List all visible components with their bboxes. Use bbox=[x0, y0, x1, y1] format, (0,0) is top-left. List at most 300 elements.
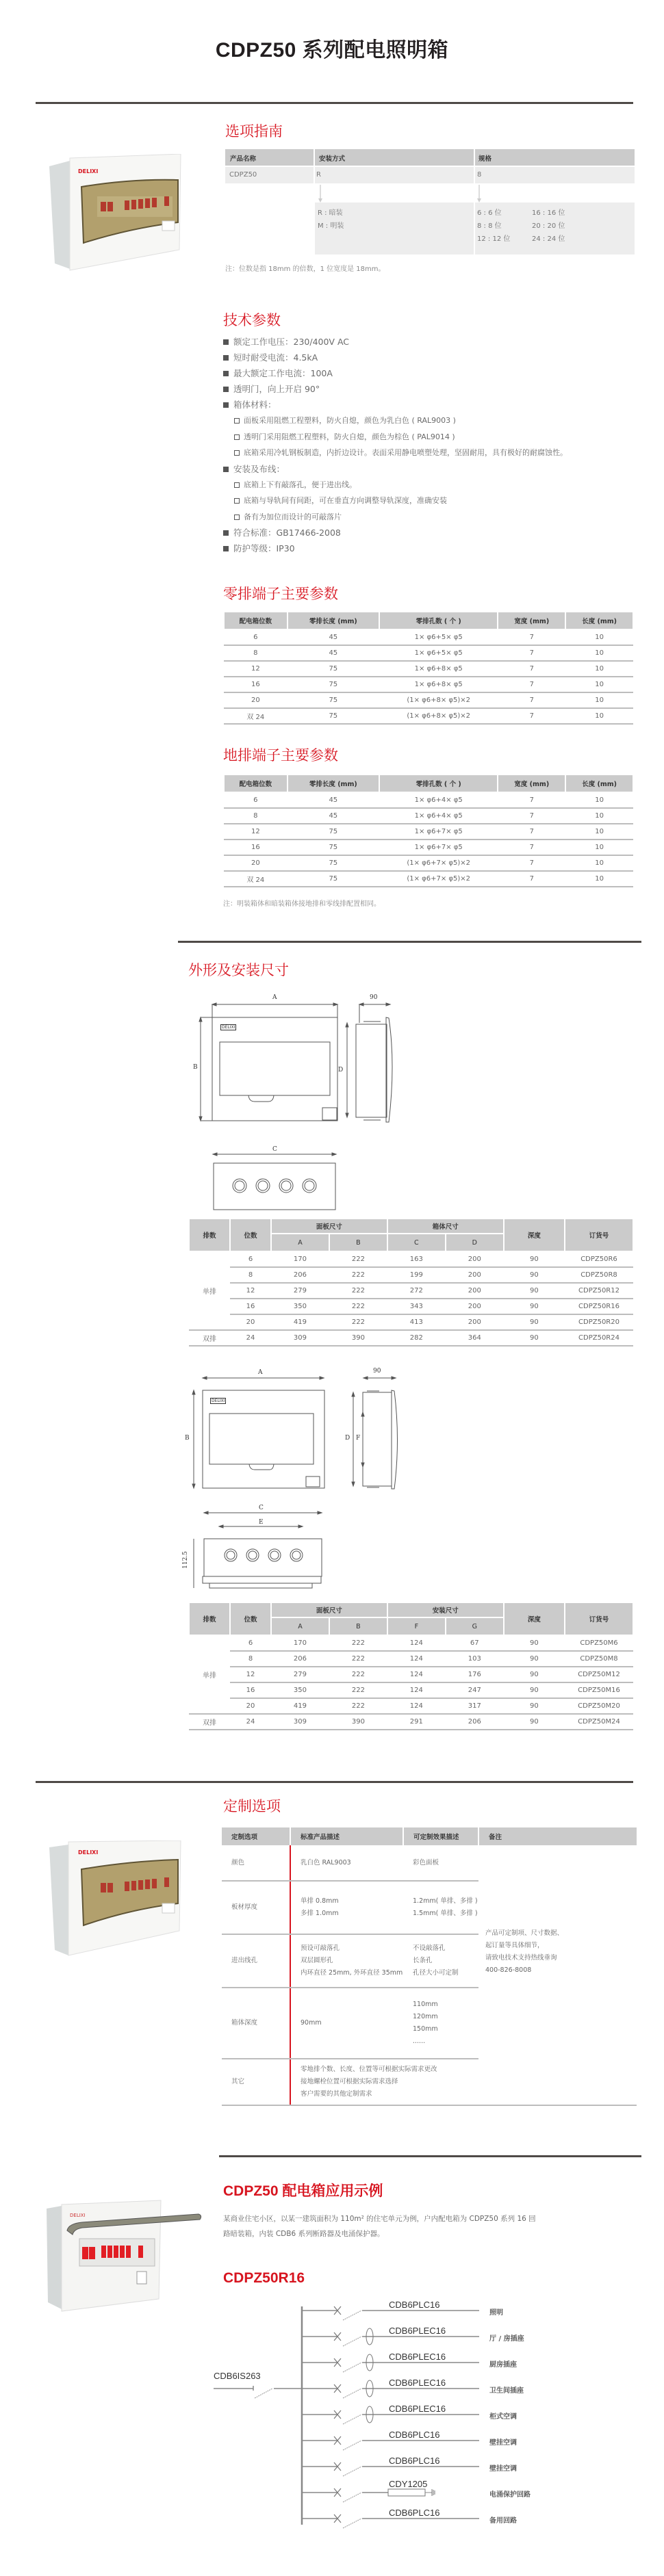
cell: 1× φ6+7× φ5 bbox=[379, 840, 498, 855]
custom-line: 110mm bbox=[413, 2001, 438, 2008]
table-row bbox=[224, 808, 633, 824]
dimension-drawing-flush bbox=[192, 996, 411, 1217]
wiring-diagram bbox=[205, 2299, 643, 2532]
cell: 24 bbox=[230, 1330, 271, 1346]
dim-label-a: A bbox=[258, 1369, 263, 1376]
cell: CDPZ50R8 bbox=[565, 1267, 633, 1283]
guide-example-product: CDPZ50 bbox=[229, 171, 257, 179]
cell: 10 bbox=[565, 645, 633, 661]
cell: (1× φ6+7× φ5)×2 bbox=[379, 871, 498, 887]
cell: (1× φ6+8× φ5)×2 bbox=[379, 692, 498, 708]
tech-param-item: 安装及布线： bbox=[223, 461, 634, 477]
col-header: B bbox=[329, 1617, 387, 1635]
tech-param-item: 符合标准：GB17466-2008 bbox=[223, 525, 634, 541]
cell: 10 bbox=[565, 840, 633, 855]
cell: 279 bbox=[271, 1667, 329, 1682]
dim-label-depth: 90 bbox=[373, 1368, 381, 1375]
option-name: 进出线孔 bbox=[222, 1934, 290, 1988]
standard-line: 单排 0.8mm bbox=[301, 1897, 339, 1905]
custom-line: ...... bbox=[413, 2038, 426, 2045]
tech-param-subitem: 底箱与导轨间有间距，可在垂直方向调整导轨深度，准确安装 bbox=[223, 493, 634, 509]
dim-label-c: C bbox=[272, 1146, 277, 1153]
application-photo bbox=[41, 2196, 205, 2313]
tech-param-subitem: 底箱上下有敲落孔，便于进出线。 bbox=[223, 477, 634, 493]
circuit-device-label: CDB6PLC16 bbox=[389, 2430, 440, 2440]
cell: 163 bbox=[387, 1251, 446, 1267]
table-row bbox=[224, 677, 633, 692]
circuit-load-label: 电涌保护回路 bbox=[489, 2491, 531, 2499]
cell: 12 bbox=[224, 824, 288, 840]
cell: 124 bbox=[387, 1698, 446, 1714]
cell: (1× φ6+7× φ5)×2 bbox=[379, 855, 498, 871]
cell: 45 bbox=[288, 808, 379, 824]
cell: CDPZ50R16 bbox=[565, 1299, 633, 1314]
dim-label-b: B bbox=[193, 1064, 198, 1071]
circuit-load-label: 壁挂空调 bbox=[489, 2439, 517, 2447]
col-header: G bbox=[446, 1617, 504, 1635]
table-row bbox=[189, 1698, 633, 1714]
section-title-selection-guide: 选项指南 bbox=[225, 123, 283, 140]
tech-param-subitem: 底箱采用冷轧钢板制造，内折边设计。表面采用静电喷塑处理，坚固耐用，具有极好的耐腐蚀性。 bbox=[223, 445, 634, 461]
circuit-device-label: CDB6PLC16 bbox=[389, 2456, 440, 2466]
cell: 90 bbox=[504, 1267, 565, 1283]
cell: 16 bbox=[224, 840, 288, 855]
dim-label-height: 112.5 bbox=[181, 1551, 189, 1569]
option-name: 颜色 bbox=[222, 1845, 290, 1881]
cell: 90 bbox=[504, 1698, 565, 1714]
table-row bbox=[224, 661, 633, 677]
cell: 10 bbox=[565, 855, 633, 871]
page-title: CDPZ50 系列配电照明箱 bbox=[215, 39, 449, 62]
cell: 10 bbox=[565, 792, 633, 808]
custom-line: 1.2mm( 单排、多排 ) bbox=[413, 1897, 478, 1905]
cell: 222 bbox=[329, 1299, 387, 1314]
section-divider bbox=[36, 102, 633, 104]
cell: 200 bbox=[446, 1251, 504, 1267]
remark-line: 400-826-8008 bbox=[485, 1966, 532, 1974]
cell: 124 bbox=[387, 1635, 446, 1651]
col-header: F bbox=[387, 1617, 446, 1635]
table-row bbox=[189, 1651, 633, 1667]
dimension-drawing-surface bbox=[181, 1368, 411, 1597]
option-custom bbox=[403, 1881, 478, 1934]
cell: 170 bbox=[271, 1251, 329, 1267]
cell: 12 bbox=[230, 1667, 271, 1682]
cell: CDPZ50M6 bbox=[565, 1635, 633, 1651]
circuit-device-label: CDB6PLEC16 bbox=[389, 2352, 446, 2362]
table-row bbox=[224, 645, 633, 661]
table-row bbox=[222, 2059, 637, 2105]
col-header: 深度 bbox=[504, 1602, 565, 1635]
spec-option: 20 : 20 位 bbox=[532, 222, 565, 230]
col-header: 订货号 bbox=[565, 1602, 633, 1635]
table-row bbox=[189, 1283, 633, 1299]
circuit-device-label: CDB6PLEC16 bbox=[389, 2404, 446, 2414]
cell: 350 bbox=[271, 1682, 329, 1698]
standard-line: 乳白色 RAL9003 bbox=[301, 1858, 351, 1866]
table-row bbox=[224, 840, 633, 855]
spec-option: 8 : 8 位 bbox=[477, 222, 502, 230]
standard-line: 客户需要的其他定制需求 bbox=[301, 2090, 372, 2098]
row-group-label: 单排 bbox=[189, 1251, 230, 1330]
circuit-device-label: CDB6PLEC16 bbox=[389, 2326, 446, 2336]
option-standard bbox=[290, 1881, 403, 1934]
col-header: 标准产品描述 bbox=[290, 1827, 403, 1845]
cell: 199 bbox=[387, 1267, 446, 1283]
tech-param-subitem: 透明门采用阻燃工程塑料，防火自熄，颜色为棕色 ( PAL9014 ) bbox=[223, 429, 634, 445]
cell: 6 bbox=[230, 1635, 271, 1651]
dim-label-a: A bbox=[272, 994, 277, 1001]
application-model: CDPZ50R16 bbox=[223, 2270, 305, 2286]
option-standard bbox=[290, 2059, 637, 2105]
cell: 10 bbox=[565, 824, 633, 840]
cell: 282 bbox=[387, 1330, 446, 1346]
custom-line: 彩色面板 bbox=[413, 1858, 439, 1866]
cell: 16 bbox=[224, 677, 288, 692]
tech-param-item: 额定工作电压：230/400V AC bbox=[223, 334, 634, 350]
cell: CDPZ50R24 bbox=[565, 1330, 633, 1346]
col-header: 面板尺寸 bbox=[271, 1602, 387, 1617]
install-option-m: M : 明装 bbox=[318, 222, 344, 230]
tech-param-item: 透明门，向上开启 90° bbox=[223, 381, 634, 397]
cell: 20 bbox=[224, 855, 288, 871]
cell: 247 bbox=[446, 1682, 504, 1698]
table-row bbox=[224, 855, 633, 871]
custom-line: 孔径大小可定制 bbox=[413, 1969, 459, 1977]
cell: 45 bbox=[288, 792, 379, 808]
dimension-table-flush bbox=[188, 1218, 634, 1346]
application-description bbox=[223, 2211, 634, 2241]
cell: 222 bbox=[329, 1314, 387, 1330]
remark-line: 产品可定制项、尺寸数据、 bbox=[485, 1929, 564, 1937]
cell: 350 bbox=[271, 1299, 329, 1314]
col-sep bbox=[314, 167, 315, 183]
tech-param-subitem: 面板采用阻燃工程塑料，防火自熄，颜色为乳白色 ( RAL9003 ) bbox=[223, 413, 634, 429]
spec-option: 6 : 6 位 bbox=[477, 209, 502, 217]
cell: CDPZ50M16 bbox=[565, 1682, 633, 1698]
col-header: 定制选项 bbox=[222, 1827, 290, 1845]
cell: 10 bbox=[565, 629, 633, 645]
circuit-load-label: 备用回路 bbox=[489, 2517, 517, 2525]
circuit-device-label: CDB6PLC16 bbox=[389, 2300, 440, 2310]
table-row bbox=[224, 792, 633, 808]
remark-cell bbox=[478, 1845, 637, 2059]
col-header: 零排孔数 ( 个 ) bbox=[379, 612, 498, 629]
dim-label-d: D bbox=[338, 1067, 344, 1074]
tech-param-item: 最大额定工作电流：100A bbox=[223, 365, 634, 381]
col-header: 排数 bbox=[189, 1602, 230, 1635]
cell: 272 bbox=[387, 1283, 446, 1299]
cell: 222 bbox=[329, 1651, 387, 1667]
svg-text:DELIXI: DELIXI bbox=[70, 2213, 86, 2218]
row-group-label: 双排 bbox=[189, 1330, 230, 1346]
cell: 90 bbox=[504, 1682, 565, 1698]
cell: 20 bbox=[230, 1314, 271, 1330]
cell: 419 bbox=[271, 1314, 329, 1330]
option-name: 板材厚度 bbox=[222, 1881, 290, 1934]
cell: 222 bbox=[329, 1251, 387, 1267]
table-row bbox=[189, 1714, 633, 1730]
cell: 10 bbox=[565, 708, 633, 724]
cell: 75 bbox=[288, 824, 379, 840]
cell: 8 bbox=[224, 808, 288, 824]
cell: 124 bbox=[387, 1667, 446, 1682]
section-title-tech-params: 技术参数 bbox=[223, 312, 281, 328]
col-sep bbox=[474, 203, 475, 255]
cell: 1× φ6+4× φ5 bbox=[379, 792, 498, 808]
cell: 1× φ6+7× φ5 bbox=[379, 824, 498, 840]
cell: 7 bbox=[498, 808, 565, 824]
cell: 10 bbox=[565, 661, 633, 677]
table-row bbox=[189, 1314, 633, 1330]
remark-line: 起订量等具体细节， bbox=[485, 1942, 544, 1949]
tech-param-item: 防护等级：IP30 bbox=[223, 541, 634, 556]
svg-text:DELIXI: DELIXI bbox=[78, 1849, 99, 1856]
cell: 222 bbox=[329, 1267, 387, 1283]
circuit-device-label: CDY1205 bbox=[389, 2479, 428, 2489]
cell: 双 24 bbox=[224, 871, 288, 887]
cell: 364 bbox=[446, 1330, 504, 1346]
cell: 1× φ6+4× φ5 bbox=[379, 808, 498, 824]
col-header: A bbox=[271, 1617, 329, 1635]
cell: 75 bbox=[288, 708, 379, 724]
cell: 7 bbox=[498, 629, 565, 645]
spec-option: 24 : 24 位 bbox=[532, 235, 565, 243]
cell: 90 bbox=[504, 1651, 565, 1667]
option-name: 箱体深度 bbox=[222, 1988, 290, 2059]
standard-line: 双层圆形孔 bbox=[301, 1957, 333, 1964]
cell: 90 bbox=[504, 1251, 565, 1267]
col-header: 面板尺寸 bbox=[271, 1219, 387, 1234]
brand-logo: DELIXI bbox=[222, 1025, 235, 1030]
cell: 7 bbox=[498, 855, 565, 871]
cell: 176 bbox=[446, 1667, 504, 1682]
cell: 12 bbox=[230, 1283, 271, 1299]
cell: 1× φ6+8× φ5 bbox=[379, 677, 498, 692]
cell: 124 bbox=[387, 1651, 446, 1667]
spec-options-left bbox=[477, 207, 510, 246]
custom-line: 不设敲落孔 bbox=[413, 1944, 446, 1952]
cell: 200 bbox=[446, 1314, 504, 1330]
cell: CDPZ50M8 bbox=[565, 1651, 633, 1667]
dim-label-f: F bbox=[356, 1435, 361, 1442]
custom-line: 1.5mm( 单排、多排 ) bbox=[413, 1910, 478, 1917]
guide-note: 注：位数是指 18mm 的倍数，1 位宽度是 18mm。 bbox=[225, 265, 385, 273]
standard-line: 90mm bbox=[301, 2019, 322, 2027]
guide-example-install: R bbox=[316, 171, 321, 179]
cell: CDPZ50M12 bbox=[565, 1667, 633, 1682]
spec-option: 16 : 16 位 bbox=[532, 209, 565, 217]
col-header: C bbox=[387, 1234, 446, 1251]
cell: 7 bbox=[498, 645, 565, 661]
cell: 7 bbox=[498, 840, 565, 855]
cell: 45 bbox=[288, 629, 379, 645]
row-group-label: 双排 bbox=[189, 1714, 230, 1730]
main-breaker-label: CDB6IS263 bbox=[214, 2371, 261, 2381]
custom-line: 120mm bbox=[413, 2013, 438, 2020]
guide-example-row bbox=[225, 167, 635, 183]
cell: CDPZ50M24 bbox=[565, 1714, 633, 1730]
guide-example-spec: 8 bbox=[477, 171, 482, 179]
col-header: 位数 bbox=[230, 1219, 271, 1251]
cell: 8 bbox=[230, 1651, 271, 1667]
cell: 222 bbox=[329, 1667, 387, 1682]
circuit-load-label: 照明 bbox=[489, 2309, 503, 2317]
option-standard bbox=[290, 1845, 403, 1881]
cell: 6 bbox=[230, 1251, 271, 1267]
cell: 317 bbox=[446, 1698, 504, 1714]
col-header: 可定制效果描述 bbox=[403, 1827, 478, 1845]
circuit-load-label: 厅 / 房插座 bbox=[489, 2335, 524, 2343]
section-title-neutral-bar: 零排端子主要参数 bbox=[223, 586, 338, 602]
cell: 90 bbox=[504, 1299, 565, 1314]
cell: 309 bbox=[271, 1714, 329, 1730]
install-options bbox=[318, 207, 344, 233]
cell: 413 bbox=[387, 1314, 446, 1330]
standard-line: 接地螺栓位置可根据实际需求选择 bbox=[301, 2078, 398, 2085]
cell: 75 bbox=[288, 677, 379, 692]
spec-option: 12 : 12 位 bbox=[477, 235, 511, 243]
table-row bbox=[224, 871, 633, 887]
standard-line: 零地排个数、长度、位置等可根据实际需求更改 bbox=[301, 2066, 437, 2073]
cell: 16 bbox=[230, 1682, 271, 1698]
section-divider bbox=[178, 941, 641, 943]
cell: 90 bbox=[504, 1314, 565, 1330]
ground-bar-note: 注：明装箱体和暗装箱体接地排和零线排配置相同。 bbox=[223, 900, 381, 908]
col-header: 长度 (mm) bbox=[565, 612, 633, 629]
cell: CDPZ50R6 bbox=[565, 1251, 633, 1267]
cell: 170 bbox=[271, 1635, 329, 1651]
guide-header-row bbox=[225, 149, 635, 166]
standard-line: 预设可敲落孔 bbox=[301, 1944, 340, 1952]
cell: 75 bbox=[288, 661, 379, 677]
cell: 8 bbox=[224, 645, 288, 661]
cell: 20 bbox=[224, 692, 288, 708]
tech-params-list bbox=[223, 334, 634, 556]
section-title-application: CDPZ50 配电箱应用示例 bbox=[223, 2183, 383, 2199]
neutral-bar-table bbox=[223, 611, 634, 725]
cell: 390 bbox=[329, 1714, 387, 1730]
option-standard bbox=[290, 1988, 403, 2059]
col-header: 零排长度 (mm) bbox=[288, 612, 379, 629]
cell: 309 bbox=[271, 1330, 329, 1346]
col-header: 安装尺寸 bbox=[387, 1602, 504, 1617]
custom-line: 长条孔 bbox=[413, 1957, 433, 1964]
circuit-load-label: 厨房插座 bbox=[489, 2361, 517, 2369]
col-header: 备注 bbox=[478, 1827, 637, 1845]
cell: CDPZ50R12 bbox=[565, 1283, 633, 1299]
cell: 90 bbox=[504, 1667, 565, 1682]
circuit-device-label: CDB6PLEC16 bbox=[389, 2378, 446, 2388]
cell: 45 bbox=[288, 645, 379, 661]
standard-line: 多排 1.0mm bbox=[301, 1910, 339, 1917]
cell: 343 bbox=[387, 1299, 446, 1314]
customization-table bbox=[222, 1827, 637, 2106]
cell: 1× φ6+8× φ5 bbox=[379, 661, 498, 677]
cell: 222 bbox=[329, 1682, 387, 1698]
circuit-device-label: CDB6PLC16 bbox=[389, 2508, 440, 2518]
cell: 10 bbox=[565, 871, 633, 887]
cell: 75 bbox=[288, 871, 379, 887]
cell: 16 bbox=[230, 1299, 271, 1314]
table-row bbox=[224, 824, 633, 840]
col-header: 宽度 (mm) bbox=[498, 775, 565, 792]
dimension-table-surface bbox=[188, 1602, 634, 1730]
col-header: 长度 (mm) bbox=[565, 775, 633, 792]
cell: 124 bbox=[387, 1682, 446, 1698]
dim-label-e: E bbox=[259, 1519, 264, 1526]
section-divider bbox=[219, 2155, 641, 2157]
table-row bbox=[224, 692, 633, 708]
cell: 75 bbox=[288, 840, 379, 855]
svg-text:DELIXI: DELIXI bbox=[78, 168, 99, 174]
col-header: D bbox=[446, 1234, 504, 1251]
cell: 200 bbox=[446, 1283, 504, 1299]
section-title-ground-bar: 地排端子主要参数 bbox=[223, 747, 338, 764]
cell: 291 bbox=[387, 1714, 446, 1730]
spec-options-right bbox=[532, 207, 565, 246]
remark-line: 请致电技术支持热线垂询 bbox=[485, 1954, 557, 1962]
col-header: 宽度 (mm) bbox=[498, 612, 565, 629]
circuit-load-label: 卫生间插座 bbox=[489, 2387, 524, 2395]
table-row bbox=[224, 629, 633, 645]
cell: 90 bbox=[504, 1283, 565, 1299]
dim-label-c: C bbox=[259, 1505, 264, 1511]
col-header: 订货号 bbox=[565, 1219, 633, 1251]
table-row bbox=[189, 1667, 633, 1682]
col-header: 排数 bbox=[189, 1219, 230, 1251]
cell: 1× φ6+5× φ5 bbox=[379, 645, 498, 661]
guide-header-install: 安装方式 bbox=[319, 155, 346, 163]
cell: (1× φ6+8× φ5)×2 bbox=[379, 708, 498, 724]
section-divider bbox=[36, 1781, 633, 1783]
cell: 200 bbox=[446, 1299, 504, 1314]
description-line: 路暗装箱，内装 CDB6 系列断路器及电涌保护器。 bbox=[223, 2230, 385, 2238]
cell: 7 bbox=[498, 871, 565, 887]
cell: 206 bbox=[271, 1267, 329, 1283]
col-header: A bbox=[271, 1234, 329, 1251]
ground-bar-table bbox=[223, 774, 634, 887]
table-row bbox=[224, 708, 633, 724]
circuit-load-label: 柜式空调 bbox=[489, 2413, 517, 2421]
table-row bbox=[189, 1267, 633, 1283]
cell: 67 bbox=[446, 1635, 504, 1651]
dim-label-depth: 90 bbox=[370, 994, 378, 1001]
option-custom bbox=[403, 1845, 478, 1881]
col-header: 零排孔数 ( 个 ) bbox=[379, 775, 498, 792]
cell: 206 bbox=[271, 1651, 329, 1667]
option-standard bbox=[290, 1934, 403, 1988]
cell: 7 bbox=[498, 661, 565, 677]
cell: 6 bbox=[224, 792, 288, 808]
cell: 7 bbox=[498, 824, 565, 840]
cell: 双 24 bbox=[224, 708, 288, 724]
cell: 10 bbox=[565, 808, 633, 824]
option-name: 其它 bbox=[222, 2059, 290, 2105]
table-row bbox=[222, 1845, 637, 1881]
install-option-r: R : 暗装 bbox=[318, 209, 343, 217]
cell: 222 bbox=[329, 1283, 387, 1299]
table-row bbox=[189, 1299, 633, 1314]
table-row bbox=[189, 1251, 633, 1267]
option-custom bbox=[403, 1988, 478, 2059]
cell: 7 bbox=[498, 708, 565, 724]
cell: 6 bbox=[224, 629, 288, 645]
cell: CDPZ50M20 bbox=[565, 1698, 633, 1714]
standard-line: 内环直径 25mm, 外环直径 35mm bbox=[301, 1969, 403, 1977]
dim-label-b: B bbox=[185, 1435, 190, 1442]
table-row bbox=[189, 1682, 633, 1698]
